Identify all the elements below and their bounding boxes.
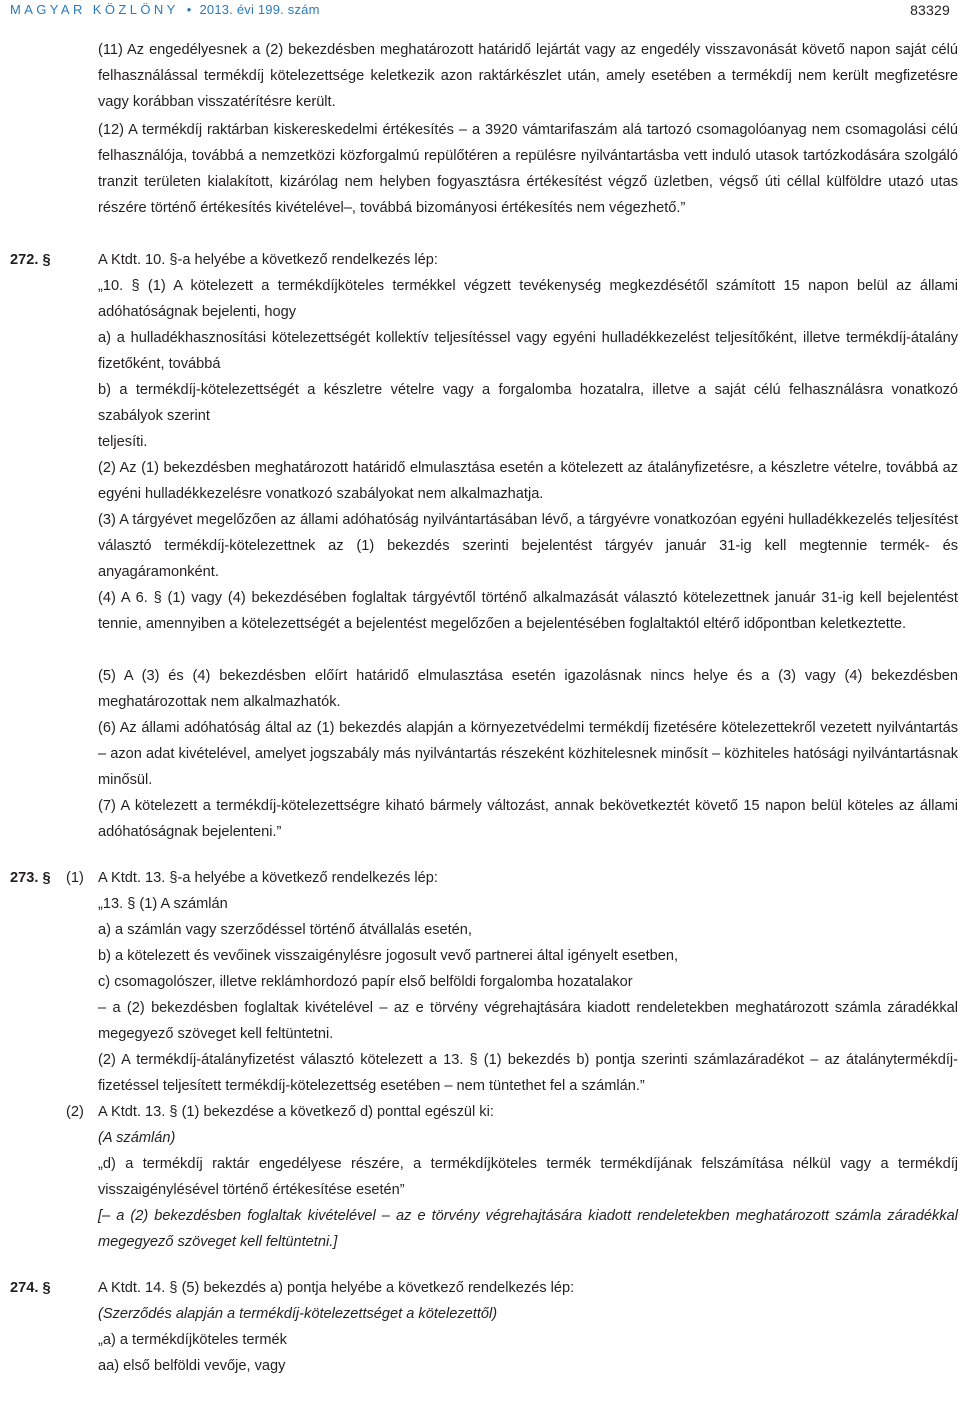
section-273-point-c: c) csomagolószer, illetve reklámhordozó papír első belföldi forgalomba hozatalakor	[98, 974, 633, 990]
section-274-point-aa: aa) első belföldi vevője, vagy	[98, 1358, 286, 1374]
section-272-para-2: (2) Az (1) bekezdésben meghatározott határidő elmulasztása esetén a kötelezett az átalányfizetésre, a készletre vételre, továbbá az egyéni hulladékkezelésre vonatkozó szabályokat nem alkalmazhatja.	[98, 460, 958, 502]
section-273-2-bracket: [– a (2) bekezdésben foglaltak kivételével – az e törvény végrehajtására kiadott rendeletekben meghatározott számla záradékkal megegyező szöveget kell feltüntetni.]	[98, 1208, 958, 1250]
section-272-para-7: (7) A kötelezett a termékdíj-kötelezettségre kiható bármely változást, annak bekövetkeztét követő 15 napon belül köteles az állami adóhatóságnak bejelenteni.”	[98, 798, 958, 840]
page-number: 83329	[910, 2, 950, 18]
issue-label: 2013. évi 199. szám	[199, 2, 320, 17]
journal-header	[10, 2, 320, 17]
section-273-dash-clause: – a (2) bekezdésben foglaltak kivételével – az e törvény végrehajtására kiadott rendeletekben meghatározott számla záradékkal megegyező szöveget kell feltüntetni.	[98, 1000, 958, 1042]
paragraph-11: (11) Az engedélyesnek a (2) bekezdésben meghatározott határidő lejártát vagy az engedély visszavonását követő napon saját célú felhasználással termékdíj kötelezettsége keletkezik azon raktárkészlet után, amely esetében a termékdíj nem került megfizetésre vagy korábban visszatérítésre került.	[98, 42, 958, 110]
section-273-para-2: (2) A termékdíj-átalányfizetést választó kötelezett a 13. § (1) bekezdés b) pontja szerinti számlazáradékot – az átalánytermékdíj-fizetéssel teljesített termékdíj-kötelezettség esetében – nem tüntethet fel a számlán.”	[98, 1052, 958, 1094]
section-273-2-context: (A számlán)	[98, 1130, 176, 1146]
section-274-number: 274. §	[10, 1280, 51, 1296]
section-272-para-3: (3) A tárgyévet megelőzően az állami adóhatóság nyilvántartásában lévő, a tárgyévre vonatkozóan egyéni hulladékkezelés teljesítést választó termékdíj-kötelezettnek az (1) bekezdés szerinti bejelentést tárgyév január 31-ig kell megtennie termék- és anyagáramonként.	[98, 512, 958, 580]
section-272-para-4: (4) A 6. § (1) vagy (4) bekezdésében foglaltak tárgyévtől történő alkalmazását választó kötelezettnek január 31-ig kell bejelentést tennie, amennyiben a kötelezettségét a bejelentést megelőzően a bejelentésében foglaltaktól eltérő időpontban keletkeztette.	[98, 590, 958, 632]
section-272-para-5: (5) A (3) és (4) bekezdésben előírt határidő elmulasztása esetén igazolásnak nincs helye és a (3) vagy (4) bekezdésben meghatározottak nem alkalmazhatók.	[98, 668, 958, 710]
section-274-point-a: „a) a termékdíjköteles termék	[98, 1332, 287, 1348]
section-272-intro: A Ktdt. 10. §-a helyébe a következő rendelkezés lép:	[98, 252, 438, 268]
section-272-point-a: a) a hulladékhasznosítási kötelezettségét kollektív teljesítéssel vagy egyéni hulladékkezelést teljesítőként, illetve termékdíj-átalány fizetőként, továbbá	[98, 330, 958, 372]
paragraph-12: (12) A termékdíj raktárban kiskereskedelmi értékesítés – a 3920 vámtarifaszám alá tartozó csomagolóanyag nem csomagolási célú felhasználója, továbbá a nemzetközi közforgalmú repülőtéren a repülésre nyilvántartásba vett induló utasok tartózkodására szolgáló tranzit területen kialakított, kizárólag nem helyben fogyasztásra értékesítést végző üzletben, végső úti céllal külföldre utazó utas részére történő értékesítés kivételével–, továbbá bizományosi értékesítés nem végezhető.”	[98, 122, 958, 216]
section-273-point-b: b) a kötelezett és vevőinek visszaigénylésre jogosult vevő partnerei által igényelt esetben,	[98, 948, 679, 964]
section-274-context: (Szerződés alapján a termékdíj-kötelezettséget a kötelezettől)	[98, 1306, 498, 1322]
section-273-subsection-2: (2)	[66, 1104, 84, 1120]
page-header	[10, 0, 950, 22]
section-273-point-a: a) a számlán vagy szerződéssel történő átvállalás esetén,	[98, 922, 472, 938]
section-273-intro: A Ktdt. 13. §-a helyébe a következő rendelkezés lép:	[98, 870, 438, 886]
section-272-point-b: b) a termékdíj-kötelezettségét a készletre vételre vagy a forgalomba hozatalra, illetve a saját célú felhasználásra vonatkozó szabályok szerint	[98, 382, 958, 424]
section-272-tail: teljesíti.	[98, 434, 148, 450]
section-273-subsection-1: (1)	[66, 870, 84, 886]
section-273-number: 273. §	[10, 870, 51, 886]
section-273-2-intro: A Ktdt. 13. § (1) bekezdése a következő d) ponttal egészül ki:	[98, 1104, 494, 1120]
section-272-para-6: (6) Az állami adóhatóság által az (1) bekezdés alapján a környezetvédelmi termékdíj fizetésére kötelezettekről vezetett nyilvántartás – azon adat kivételével, amelyet jogszabály más nyilvántartás részeként közhitelesnek minősít – közhiteles hatósági nyilvántartásnak minősül.	[98, 720, 958, 788]
header-separator: •	[186, 2, 192, 17]
section-272-number: 272. §	[10, 252, 51, 268]
journal-title: MAGYAR KÖZLÖNY	[10, 2, 179, 17]
section-274-intro: A Ktdt. 14. § (5) bekezdés a) pontja helyébe a következő rendelkezés lép:	[98, 1280, 575, 1296]
section-273-para-1: „13. § (1) A számlán	[98, 896, 228, 912]
section-273-2-point-d: „d) a termékdíj raktár engedélyese részére, a termékdíjköteles termék termékdíjának felszámítása nélkül vagy a termékdíj visszaigénylésével történő értékesítése esetén”	[98, 1156, 958, 1198]
section-272-para-1: „10. § (1) A kötelezett a termékdíjköteles termékkel végzett tevékenység megkezdésétől számított 15 napon belül az állami adóhatóságnak bejelenti, hogy	[98, 278, 958, 320]
